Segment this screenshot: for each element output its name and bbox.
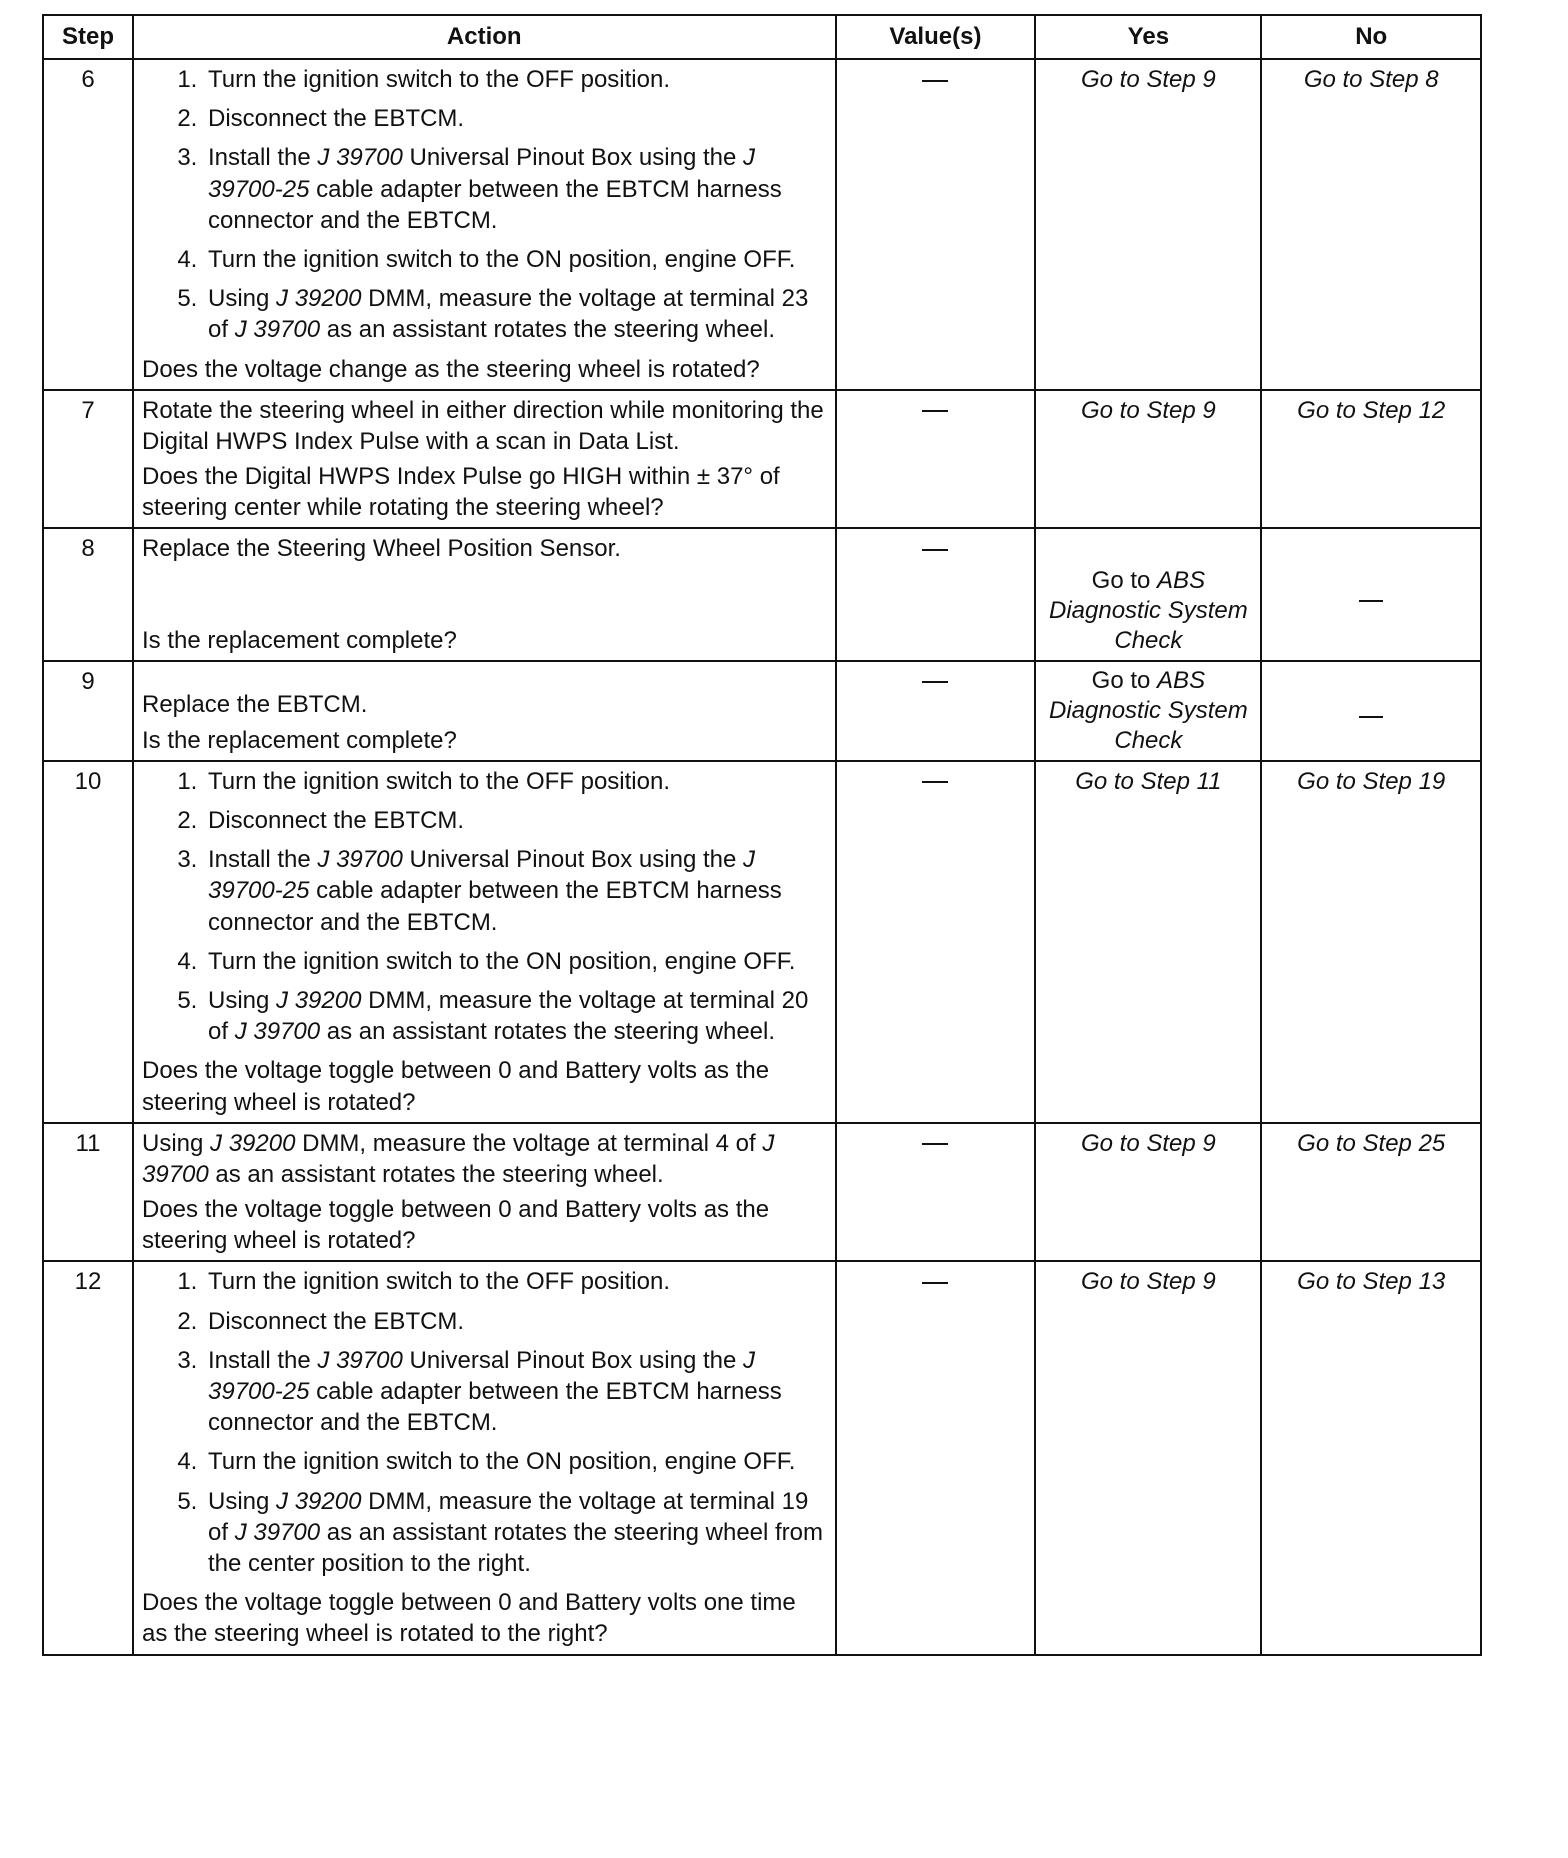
dash-mark	[1359, 600, 1383, 602]
dash-mark	[922, 549, 948, 551]
header-step: Step	[43, 15, 133, 59]
question-text: Is the replacement complete?	[142, 626, 457, 654]
no-cell: Go to Step 12	[1261, 390, 1481, 529]
table-row	[43, 761, 1481, 1123]
yes-cell: Go to Step 9	[1035, 1123, 1261, 1262]
yes-cell: Go to Step 9	[1035, 390, 1261, 529]
action-cell	[133, 528, 836, 660]
dash-mark	[922, 681, 948, 683]
table-row	[43, 59, 1481, 390]
dash-mark	[922, 1282, 948, 1284]
question-text: Does the Digital HWPS Index Pulse go HIGH within ± 37° of steering center while rotating the steering wheel?	[142, 463, 780, 522]
action-cell	[133, 59, 836, 390]
action-cell	[133, 661, 836, 761]
table-row	[43, 390, 1481, 529]
step-number: 8	[43, 528, 133, 660]
instruction-text: Replace the Steering Wheel Position Sensor.	[142, 535, 621, 563]
no-cell: Go to Step 8	[1261, 59, 1481, 390]
instruction-text: Replace the EBTCM.	[142, 691, 368, 719]
procedure-list	[142, 1266, 827, 1579]
no-cell	[1261, 528, 1481, 660]
action-cell	[133, 1123, 836, 1262]
yes-cell: Go to Step 9	[1035, 59, 1261, 390]
yes-cell: Go to ABS Diagnostic System Check	[1035, 661, 1261, 761]
list-item: 3. Install the J 39700 Universal Pinout Box using the J 39700-25 cable adapter between the EBTCM harness connector and the EBTCM.	[204, 1345, 827, 1439]
diagnostic-table	[42, 14, 1482, 1656]
question-text: Does the voltage toggle between 0 and Battery volts as the steering wheel is rotated?	[142, 1057, 770, 1116]
dash-mark	[922, 781, 948, 783]
step-number: 7	[43, 390, 133, 529]
action-cell	[133, 1261, 836, 1654]
procedure-list	[142, 64, 827, 346]
table-row	[43, 1261, 1481, 1654]
value-cell	[836, 59, 1036, 390]
list-item: 4. Turn the ignition switch to the ON position, engine OFF.	[204, 244, 827, 275]
instruction-text: Rotate the steering wheel in either direction while monitoring the Digital HWPS Index Pulse with a scan in Data List.	[142, 396, 824, 455]
action-cell	[133, 390, 836, 529]
question-text: Does the voltage change as the steering wheel is rotated?	[142, 355, 760, 383]
question-text: Is the replacement complete?	[142, 726, 457, 754]
value-cell	[836, 661, 1036, 761]
list-item: 2. Disconnect the EBTCM.	[204, 805, 827, 836]
question-text: Does the voltage toggle between 0 and Battery volts one time as the steering wheel is rotated to the right?	[142, 1589, 796, 1648]
list-item: 3. Install the J 39700 Universal Pinout Box using the J 39700-25 cable adapter between the EBTCM harness connector and the EBTCM.	[204, 142, 827, 236]
list-item: 1. Turn the ignition switch to the OFF position.	[204, 64, 827, 95]
value-cell	[836, 761, 1036, 1123]
yes-cell: Go to Step 9	[1035, 1261, 1261, 1654]
step-number: 11	[43, 1123, 133, 1262]
list-item: 2. Disconnect the EBTCM.	[204, 1306, 827, 1337]
list-item: 2. Disconnect the EBTCM.	[204, 103, 827, 134]
step-number: 9	[43, 661, 133, 761]
dash-mark	[1359, 716, 1383, 718]
no-cell	[1261, 661, 1481, 761]
value-cell	[836, 390, 1036, 529]
header-action: Action	[133, 15, 836, 59]
dash-mark	[922, 1143, 948, 1145]
header-row	[43, 15, 1481, 59]
table-row	[43, 528, 1481, 660]
step-number: 6	[43, 59, 133, 390]
list-item: 3. Install the J 39700 Universal Pinout Box using the J 39700-25 cable adapter between the EBTCM harness connector and the EBTCM.	[204, 844, 827, 938]
step-number: 12	[43, 1261, 133, 1654]
list-item: 5. Using J 39200 DMM, measure the voltage at terminal 19 of J 39700 as an assistant rotates the steering wheel from the center position to the right.	[204, 1486, 827, 1580]
procedure-list	[142, 766, 827, 1048]
list-item: 1. Turn the ignition switch to the OFF position.	[204, 766, 827, 797]
header-yes: Yes	[1035, 15, 1261, 59]
step-number: 10	[43, 761, 133, 1123]
header-no: No	[1261, 15, 1481, 59]
no-cell: Go to Step 13	[1261, 1261, 1481, 1654]
value-cell	[836, 1123, 1036, 1262]
list-item: 4. Turn the ignition switch to the ON position, engine OFF.	[204, 1446, 827, 1477]
dash-mark	[922, 80, 948, 82]
list-item: 5. Using J 39200 DMM, measure the voltage at terminal 20 of J 39700 as an assistant rotates the steering wheel.	[204, 985, 827, 1047]
value-cell	[836, 528, 1036, 660]
header-values: Value(s)	[836, 15, 1036, 59]
no-cell: Go to Step 19	[1261, 761, 1481, 1123]
list-item: 4. Turn the ignition switch to the ON position, engine OFF.	[204, 946, 827, 977]
question-text: Does the voltage toggle between 0 and Battery volts as the steering wheel is rotated?	[142, 1196, 770, 1255]
yes-cell: Go to Step 11	[1035, 761, 1261, 1123]
value-cell	[836, 1261, 1036, 1654]
no-cell: Go to Step 25	[1261, 1123, 1481, 1262]
dash-mark	[922, 410, 948, 412]
instruction-text: Using J 39200 DMM, measure the voltage at terminal 4 of J 39700 as an assistant rotates the steering wheel.	[142, 1129, 775, 1188]
table-row	[43, 1123, 1481, 1262]
action-cell	[133, 761, 836, 1123]
yes-cell: Go to ABS Diagnostic System Check	[1035, 528, 1261, 660]
table-row	[43, 661, 1481, 761]
list-item: 1. Turn the ignition switch to the OFF position.	[204, 1266, 827, 1297]
list-item: 5. Using J 39200 DMM, measure the voltage at terminal 23 of J 39700 as an assistant rotates the steering wheel.	[204, 283, 827, 345]
